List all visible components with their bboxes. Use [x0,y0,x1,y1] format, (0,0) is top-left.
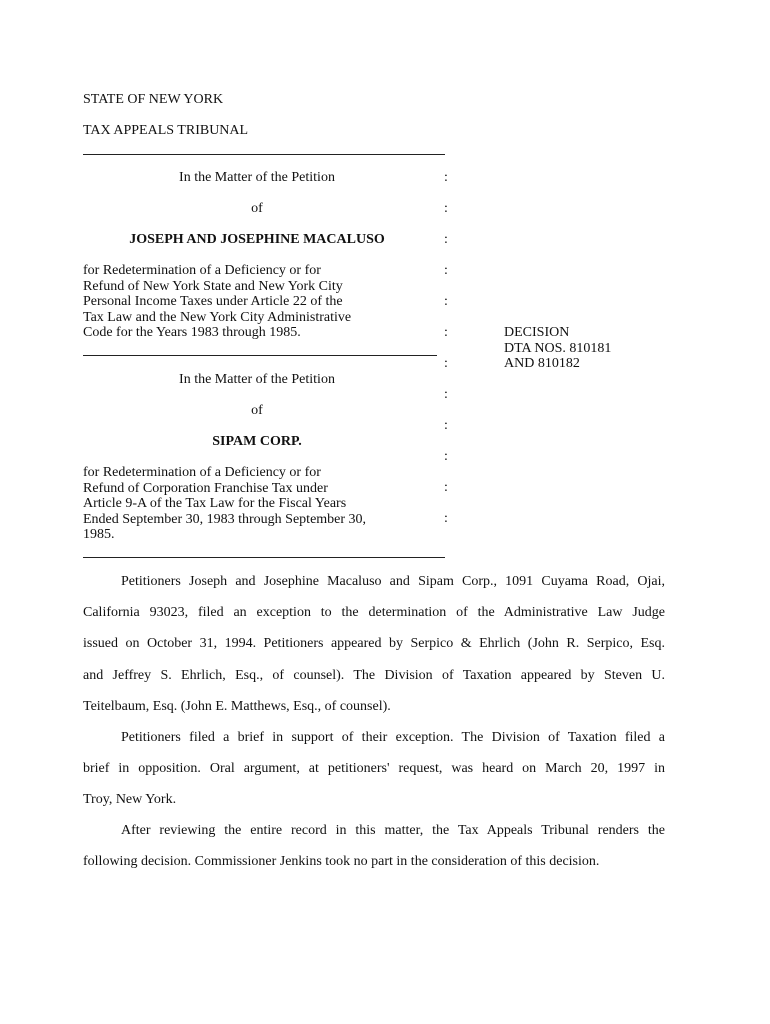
court-name: TAX APPEALS TRIBUNAL [83,123,249,138]
caption-colon: : [444,480,448,495]
matter1-desc-line: Code for the Years 1983 through 1985. [83,325,301,341]
caption-colon: : [444,418,448,433]
caption-colon: : [444,449,448,464]
decision-title: DECISION [504,325,570,340]
body-line: Teitelbaum, Esq. (John E. Matthews, Esq., of counsel). [83,698,391,714]
caption-colon: : [444,263,448,278]
matter2-of: of [251,403,263,418]
matter1-desc-line: Tax Law and the New York City Administrative [83,309,352,325]
body-paragraph-2 [83,722,665,816]
matter2-desc-line: Article 9-A of the Tax Law for the Fiscal Years [83,496,347,512]
matter1-desc-line: for Redetermination of a Deficiency or for [83,263,321,278]
body-paragraph-3 [83,815,665,877]
matter1-desc-line: Refund of New York State and New York City [83,278,343,294]
body-line: brief in opposition. Oral argument, at petitioners' request, was heard on March 20, 1997 in [83,761,665,777]
matter1-petitioner-name: JOSEPH AND JOSEPHINE MACALUSO [129,232,385,247]
matter1-desc-line: Personal Income Taxes under Article 22 of the [83,294,343,310]
caption-colon: : [444,232,448,247]
divider-middle [83,355,437,356]
matter2-petitioner-name: SIPAM CORP. [212,434,302,449]
matter2-intro: In the Matter of the Petition [179,372,335,387]
matter2-description [83,465,443,543]
caption-colon: : [444,201,448,216]
caption-colon: : [444,294,448,309]
caption-colon: : [444,511,448,526]
body-line: Troy, New York. [83,792,177,808]
body-line: Petitioners Joseph and Josephine Macaluso and Sipam Corp., 1091 Cuyama Road, Ojai, [121,574,665,589]
body-paragraph-1 [83,566,665,722]
caption-colon: : [444,356,448,371]
matter1-of: of [251,201,263,216]
body-line: California 93023, filed an exception to the determination of the Administrative Law Judge [83,605,665,621]
matter1-description [83,263,443,341]
caption-colon: : [444,170,448,185]
divider-top [83,154,445,155]
body-line: and Jeffrey S. Ehrlich, Esq., of counsel). The Division of Taxation appeared by Steven U. [83,667,665,683]
decision-docket-numbers-cont: AND 810182 [504,356,580,372]
matter2-desc-line: 1985. [83,527,115,543]
decision-docket-numbers: DTA NOS. 810181 [504,340,612,356]
matter2-desc-line: Ended September 30, 1983 through September 30, [83,511,367,527]
court-state: STATE OF NEW YORK [83,92,224,107]
body-line: following decision. Commissioner Jenkins took no part in the consideration of this decision. [83,854,600,870]
divider-bottom [83,557,445,558]
caption-colon: : [444,387,448,402]
body-line: Petitioners filed a brief in support of their exception. The Division of Taxation filed a [121,730,665,745]
decision-block [504,325,704,372]
matter2-desc-line: for Redetermination of a Deficiency or for [83,465,321,480]
body-line: issued on October 31, 1994. Petitioners appeared by Serpico & Ehrlich (John R. Serpico, Esq. [83,636,665,652]
body-line: After reviewing the entire record in this matter, the Tax Appeals Tribunal renders the [121,823,665,838]
matter2-desc-line: Refund of Corporation Franchise Tax under [83,480,328,496]
matter1-intro: In the Matter of the Petition [179,170,335,185]
caption-colon: : [444,325,448,340]
